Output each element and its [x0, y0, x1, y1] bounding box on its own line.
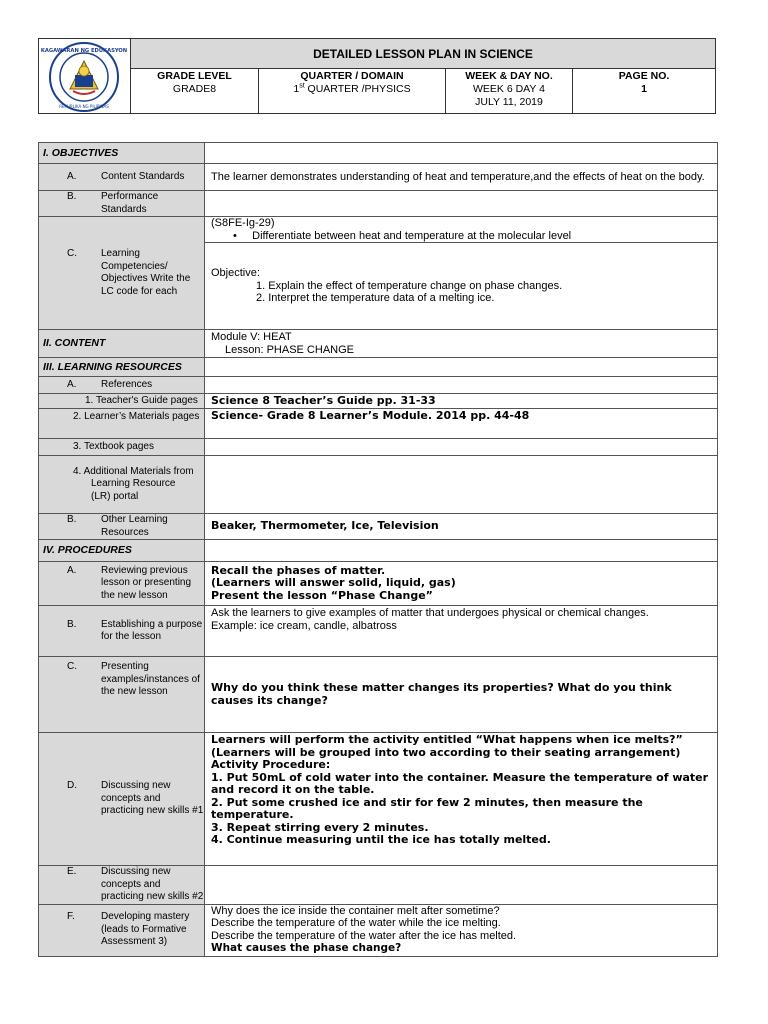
- competency-cell: [205, 217, 718, 243]
- table-row: [39, 409, 718, 439]
- table-row: [39, 191, 718, 217]
- table-row: [39, 866, 718, 905]
- procedure-a-label: A. Reviewing previous lesson or presenting the new lesson: [39, 562, 205, 606]
- table-row: [39, 904, 718, 956]
- week-day-label: WEEK & DAY NO.: [465, 70, 553, 82]
- table-row: [39, 733, 718, 866]
- table-row: [39, 330, 718, 358]
- page-no-cell: [573, 69, 715, 113]
- quarter-value: 1st QUARTER /PHYSICS: [293, 82, 411, 95]
- procedure-d-value: Learners will perform the activity entitled “What happens when ice melts?” (Learners will be grouped into two according to their seating arrangement) Activity Procedure: 1. Put 50mL of cold water into the container. Measure the temperature of water and record it on the table. 2. Put some crushed ice and stir for few 2 minutes, then measure the temperature. 3. Repeat stirring every 2 minutes. 4. Continue measuring until the ice has totally melted.: [205, 733, 718, 866]
- grade-level-cell: [131, 69, 259, 113]
- references-label: A. References: [39, 377, 205, 394]
- table-row: [39, 143, 718, 164]
- procedure-c-label: C. Presenting examples/instances of the new lesson: [39, 657, 205, 733]
- lc-code: (S8FE-Ig-29): [211, 217, 275, 229]
- procedure-f-label: F. Developing mastery (leads to Formative Assessment 3): [39, 904, 205, 956]
- content-cell: [205, 330, 718, 358]
- grade-level-label: GRADE LEVEL: [157, 70, 232, 82]
- lesson-text: Lesson: PHASE CHANGE: [225, 343, 354, 356]
- resources-heading: III. LEARNING RESOURCES: [39, 358, 205, 377]
- learners-materials-label: 2. Learner’s Materials pages: [39, 409, 205, 439]
- procedure-a-value: Recall the phases of matter. (Learners will answer solid, liquid, gas) Present the lesson “Phase Change”: [205, 562, 718, 606]
- objective-heading: Objective:: [211, 267, 260, 279]
- page-no-value: 1: [641, 83, 647, 95]
- other-resources-label: B. Other Learning Resources: [39, 514, 205, 540]
- grade-level-value: GRADE8: [172, 83, 217, 95]
- table-row: [39, 540, 718, 562]
- procedure-b-label: B. Establishing a purpose for the lesson: [39, 606, 205, 657]
- procedures-heading: IV. PROCEDURES: [39, 540, 205, 562]
- seal-text-bottom: REPUBLIKA NG PILIPINAS: [59, 104, 109, 109]
- table-row: [39, 456, 718, 514]
- document-title: DETAILED LESSON PLAN IN SCIENCE: [131, 39, 715, 69]
- week-day-cell: [446, 69, 573, 113]
- procedure-f-value: Why does the ice inside the container melt after sometime? Describe the temperature of the water while the ice melting. Describe the temperature of the water after the ice has melted. What causes the phase change?: [205, 904, 718, 956]
- table-row: [39, 606, 718, 657]
- seal-text-top: KAGAWARAN NG EDUKASYON: [40, 48, 128, 54]
- content-standards-label: A. Content Standards: [39, 164, 205, 191]
- header-table: [38, 38, 716, 114]
- additional-materials-label: 4. Additional Materials from Learning Resource (LR) portal: [39, 456, 205, 514]
- date-value: JULY 11, 2019: [475, 96, 543, 108]
- page-no-label: PAGE NO.: [618, 70, 670, 82]
- table-row: [39, 358, 718, 377]
- performance-standards-value: [205, 191, 718, 217]
- content-standards-value: The learner demonstrates understanding of heat and temperature,and the effects of heat on the body.: [205, 164, 718, 191]
- table-row: [39, 562, 718, 606]
- objective-cell: [205, 243, 718, 330]
- quarter-cell: [259, 69, 446, 113]
- objectives-heading: I. OBJECTIVES: [39, 143, 205, 164]
- learners-materials-value: Science- Grade 8 Learner’s Module. 2014 pp. 44-48: [205, 409, 718, 439]
- table-row: [39, 657, 718, 733]
- content-heading: II. CONTENT: [39, 330, 205, 358]
- competencies-label: C. Learning Competencies/ Objectives Write the LC code for each: [39, 217, 205, 330]
- performance-standards-label: B. Performance Standards: [39, 191, 205, 217]
- other-resources-value: Beaker, Thermometer, Ice, Television: [205, 514, 718, 540]
- module-text: Module V: HEAT: [211, 331, 292, 343]
- objective-item: 2. Interpret the temperature data of a melting ice.: [256, 292, 495, 304]
- lesson-plan-table: [38, 142, 718, 957]
- objective-item: 1. Explain the effect of temperature change on phase changes.: [256, 279, 563, 292]
- table-row: [39, 217, 718, 243]
- week-day-value: WEEK 6 DAY 4: [473, 83, 545, 95]
- textbook-label: 3. Textbook pages: [39, 439, 205, 456]
- deped-seal-icon: [40, 41, 128, 113]
- teachers-guide-label: 1. Teacher's Guide pages: [39, 394, 205, 409]
- quarter-label: QUARTER / DOMAIN: [300, 70, 404, 82]
- procedure-e-label: E. Discussing new concepts and practicing new skills #2: [39, 866, 205, 905]
- teachers-guide-value: Science 8 Teacher’s Guide pp. 31-33: [205, 394, 718, 409]
- logo-cell: [39, 39, 131, 113]
- table-row: [39, 394, 718, 409]
- procedure-c-value: Why do you think these matter changes its properties? What do you think causes its change?: [205, 657, 718, 733]
- procedure-d-label: D. Discussing new concepts and practicing new skills #1: [39, 733, 205, 866]
- table-row: [39, 164, 718, 191]
- competency-bullet: • Differentiate between heat and temperature at the molecular level: [233, 229, 572, 242]
- table-row: [39, 377, 718, 394]
- procedure-b-value: Ask the learners to give examples of matter that undergoes physical or chemical changes. Example: ice cream, candle, albatross: [205, 606, 718, 657]
- table-row: [39, 439, 718, 456]
- table-row: [39, 514, 718, 540]
